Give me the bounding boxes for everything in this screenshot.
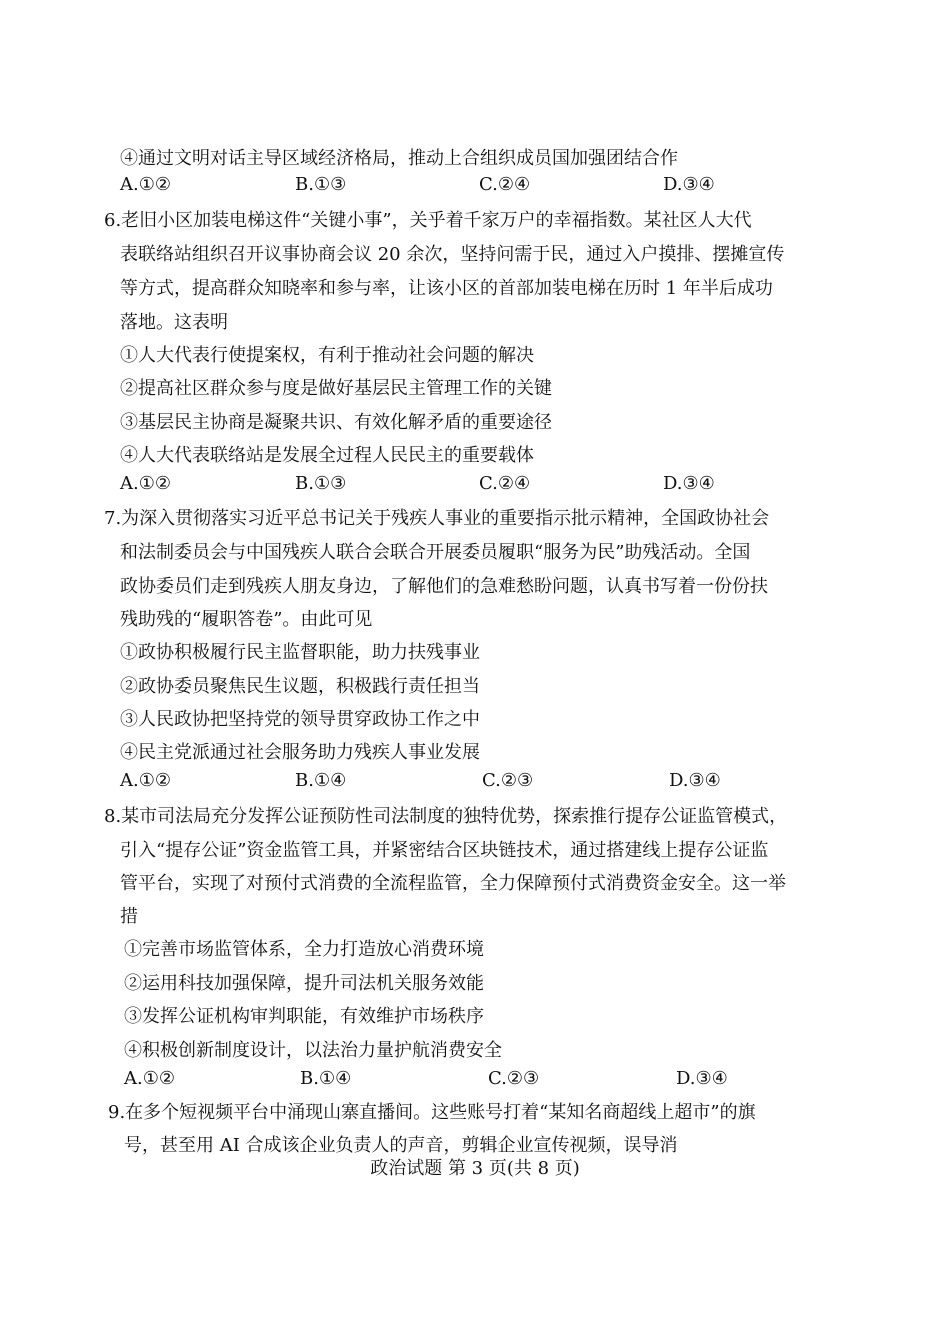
q5-option-d: D.③④	[663, 174, 715, 195]
q5-option-c: C.②④	[479, 174, 531, 195]
q6-item-3: ③基层民主协商是凝聚共识、有效化解矛盾的重要途径	[120, 412, 552, 433]
q6-item-4: ④人大代表联络站是发展全过程人民民主的重要载体	[120, 445, 534, 466]
q7-stem-line-4: 残助残的“履职答卷”。由此可见	[120, 609, 373, 630]
q5-option-b: B.①③	[295, 174, 347, 195]
q9-stem-line-2: 号，甚至用 AI 合成该企业负责人的声音，剪辑企业宣传视频，误导消	[124, 1135, 678, 1156]
q8-item-4: ④积极创新制度设计，以法治力量护航消费安全	[124, 1040, 502, 1061]
q8-item-1: ①完善市场监管体系，全力打造放心消费环境	[124, 939, 484, 960]
q8-stem-line-1: 8.某市司法局充分发挥公证预防性司法制度的独特优势，探索推行提存公证监管模式，	[104, 806, 788, 827]
q6-option-b: B.①③	[295, 473, 347, 494]
q8-item-3: ③发挥公证机构审判职能，有效维护市场秩序	[124, 1006, 484, 1027]
q8-option-b: B.①④	[300, 1068, 352, 1089]
q6-stem-line-1: 6.老旧小区加装电梯这件“关键小事”，关乎着千家万户的幸福指数。某社区人大代	[104, 210, 752, 231]
q5-item-4: ④通过文明对话主导区域经济格局，推动上合组织成员国加强团结合作	[120, 148, 678, 169]
q8-stem-line-2: 引入“提存公证”资金监管工具，并紧密结合区块链技术，通过搭建线上提存公证监	[120, 840, 769, 861]
q7-option-d: D.③④	[669, 770, 721, 791]
q6-option-a: A.①②	[120, 473, 171, 494]
q7-stem-line-3: 政协委员们走到残疾人朋友身边，了解他们的急难愁盼问题，认真书写着一份份扶	[120, 576, 768, 597]
q6-option-d: D.③④	[663, 473, 715, 494]
q7-item-4: ④民主党派通过社会服务助力残疾人事业发展	[120, 742, 480, 763]
q7-option-c: C.②③	[482, 770, 534, 791]
q5-option-a: A.①②	[120, 174, 171, 195]
q7-stem-line-2: 和法制委员会与中国残疾人联合会联合开展委员履职“服务为民”助残活动。全国	[120, 542, 751, 563]
q8-stem-line-3: 管平台，实现了对预付式消费的全流程监管，全力保障预付式消费资金安全。这一举	[120, 873, 786, 894]
q8-item-2: ②运用科技加强保障，提升司法机关服务效能	[124, 973, 484, 994]
q6-item-1: ①人大代表行使提案权，有利于推动社会问题的解决	[120, 345, 534, 366]
q6-stem-line-4: 落地。这表明	[120, 312, 228, 333]
page-footer: 政治试题 第 3 页(共 8 页)	[370, 1158, 580, 1179]
q6-option-c: C.②④	[479, 473, 531, 494]
q8-option-c: C.②③	[488, 1068, 540, 1089]
q7-item-1: ①政协积极履行民主监督职能，助力扶残事业	[120, 642, 480, 663]
q8-option-a: A.①②	[124, 1068, 175, 1089]
q8-stem-line-4: 措	[120, 906, 138, 927]
q8-option-d: D.③④	[676, 1068, 728, 1089]
q6-item-2: ②提高社区群众参与度是做好基层民主管理工作的关键	[120, 378, 552, 399]
q9-stem-line-1: 9.在多个短视频平台中涌现山寨直播间。这些账号打着“某知名商超线上超市”的旗	[108, 1102, 756, 1123]
q6-stem-line-3: 等方式，提高群众知晓率和参与率，让该小区的首部加装电梯在历时 1 年半后成功	[120, 278, 773, 299]
q7-item-2: ②政协委员聚焦民生议题，积极践行责任担当	[120, 676, 480, 697]
q7-stem-line-1: 7.为深入贯彻落实习近平总书记关于残疾人事业的重要指示批示精神，全国政协社会	[104, 508, 770, 529]
q7-item-3: ③人民政协把坚持党的领导贯穿政协工作之中	[120, 709, 480, 730]
q7-option-b: B.①④	[295, 770, 347, 791]
q7-option-a: A.①②	[120, 770, 171, 791]
q6-stem-line-2: 表联络站组织召开议事协商会议 20 余次，坚持问需于民，通过入户摸排、摆摊宣传	[120, 244, 785, 265]
